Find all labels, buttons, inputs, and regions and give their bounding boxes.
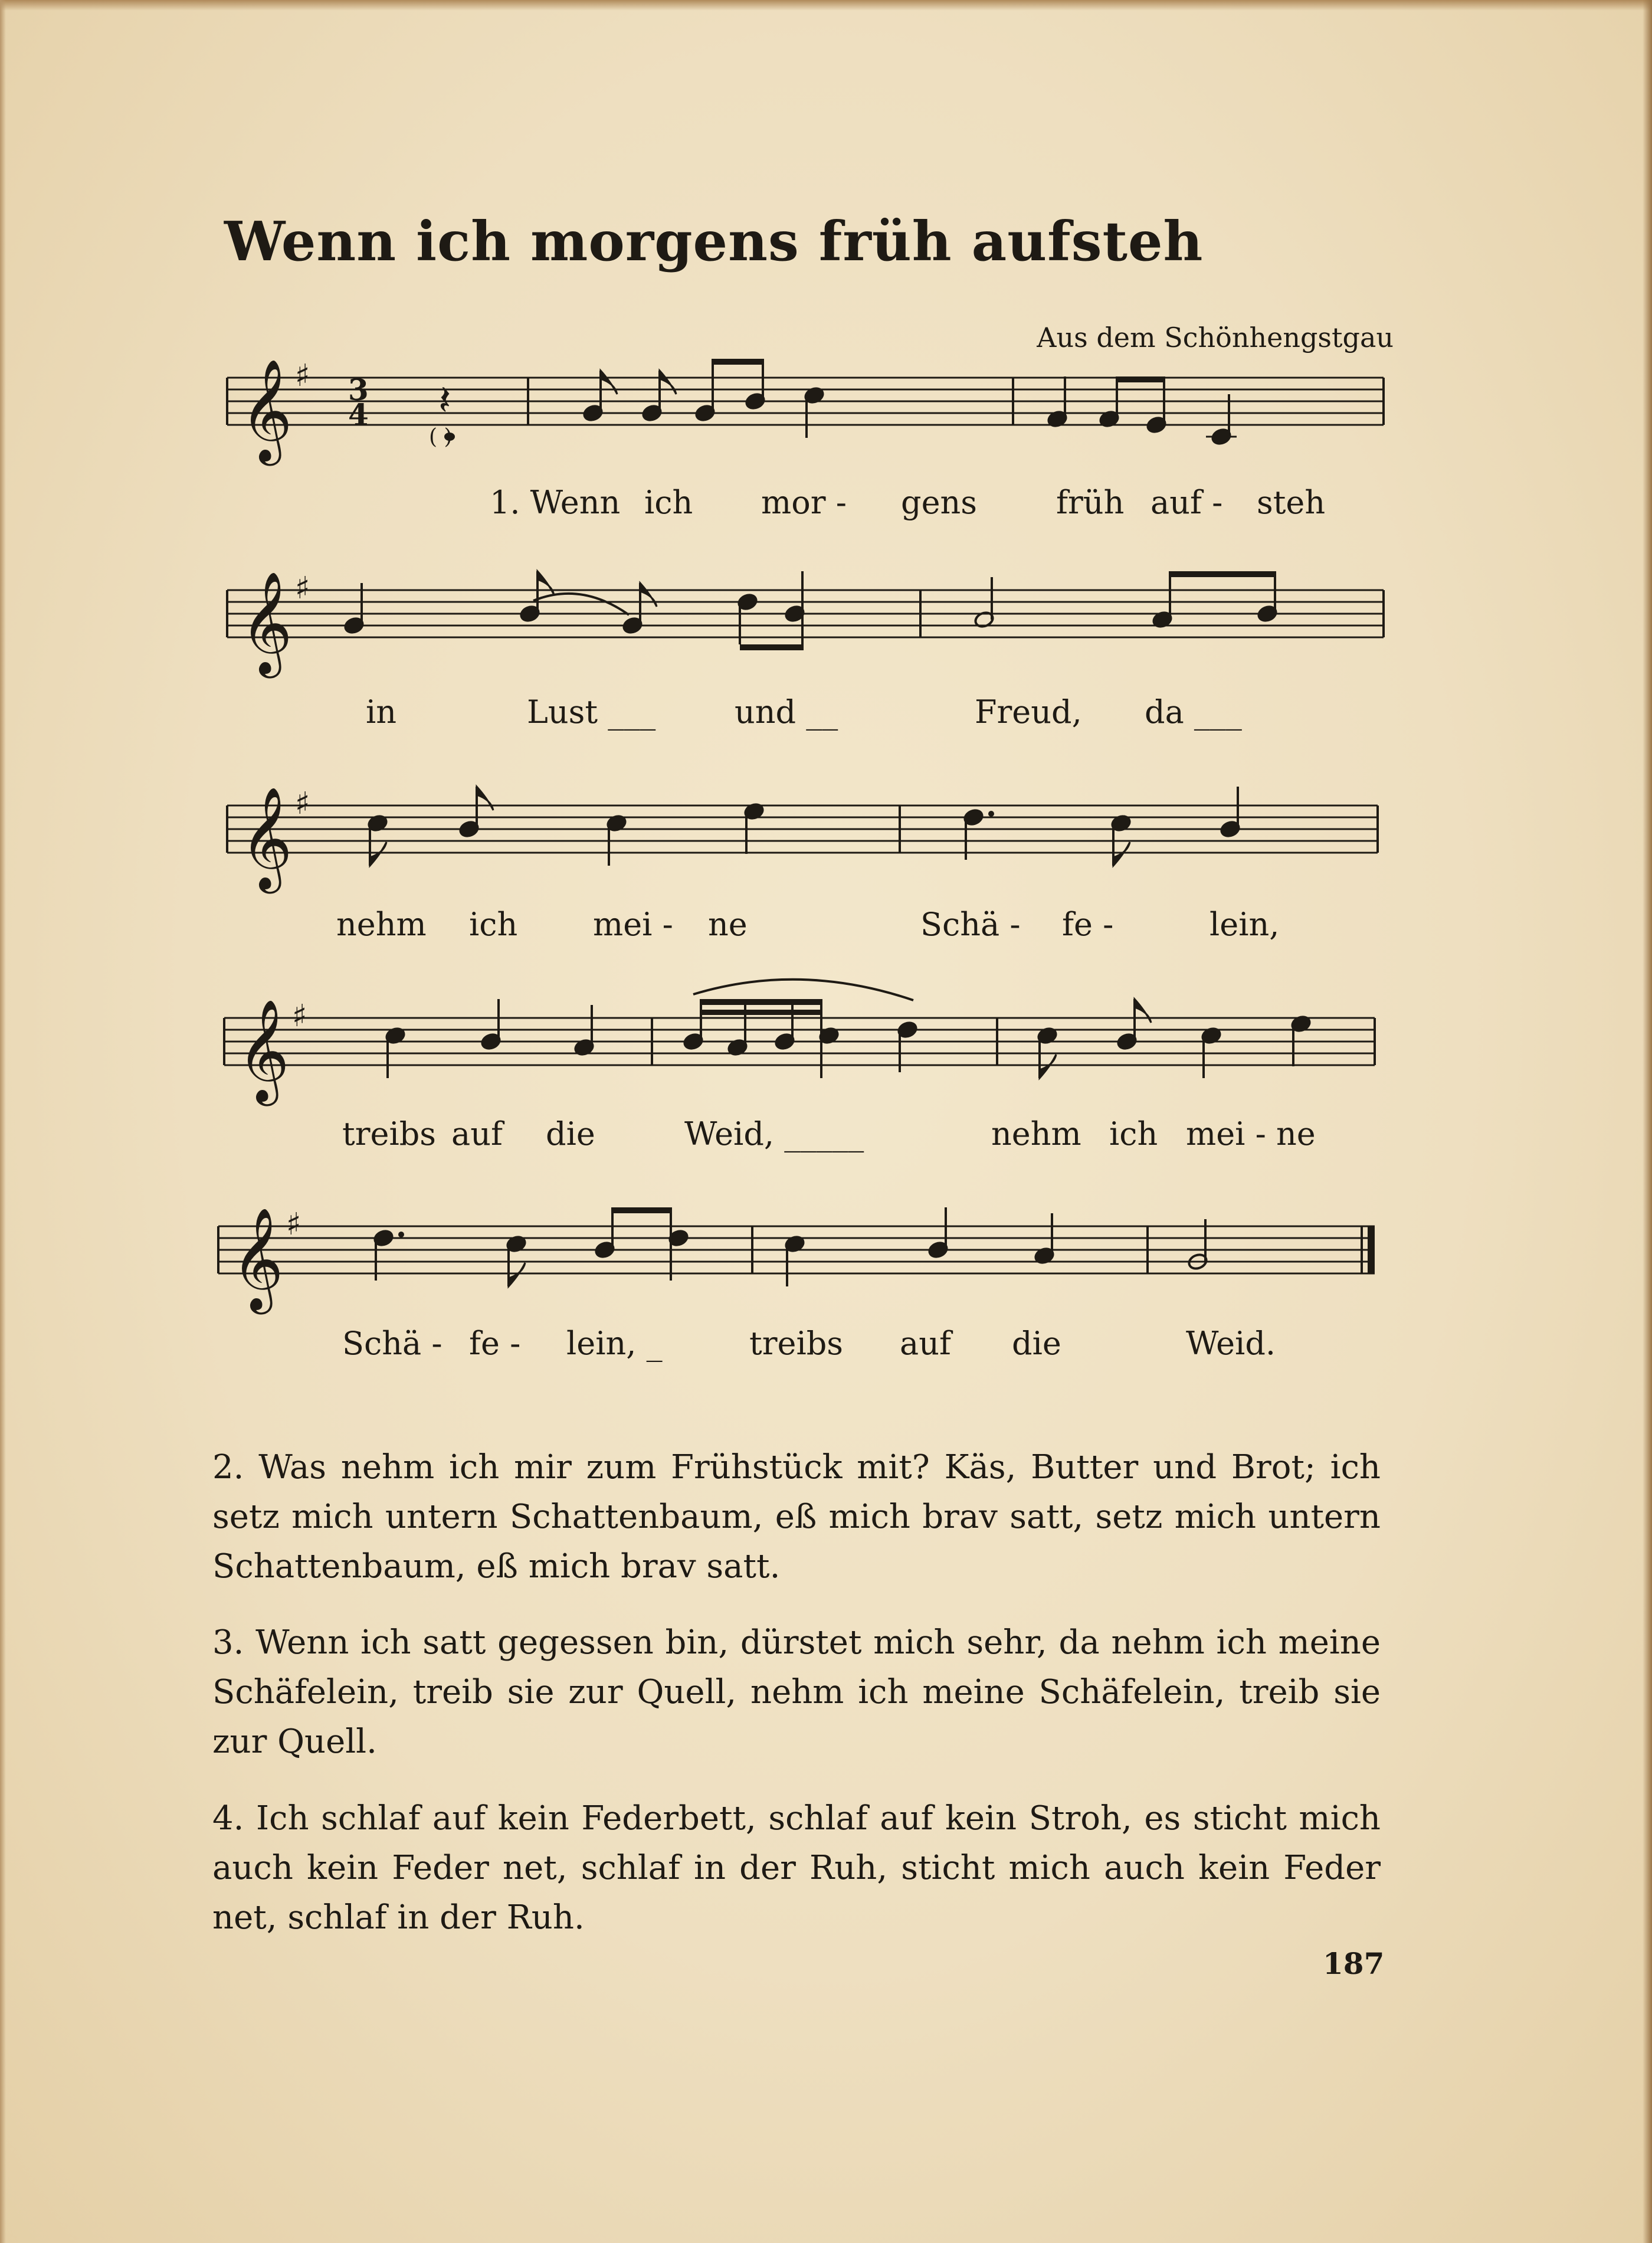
lyric-syllable: da ___: [1145, 693, 1242, 731]
lyric-syllable: Weid.: [1186, 1325, 1276, 1362]
lyric-syllable: auf -: [1150, 484, 1223, 521]
lyric-syllable: 1. Wenn: [490, 484, 621, 521]
note-flag: [1040, 1055, 1056, 1078]
lyric-syllable: nehm: [336, 906, 427, 943]
note-flag: [601, 371, 617, 394]
time-signature-bottom: 4: [348, 397, 369, 432]
lyric-syllable: ne: [708, 906, 748, 943]
sharp-icon: ♯: [286, 1207, 301, 1242]
lyric-syllable: mei - ne: [1186, 1115, 1316, 1152]
note-flag: [1113, 842, 1130, 866]
beam: [713, 359, 764, 365]
verse-3: 3. Wenn ich satt gegessen bin, dürstet mich sehr, da nehm ich meine Schäfelein, treib sie zur Quell, nehm ich meine Schäfelein, treib sie zur Quell.: [212, 1623, 1381, 1761]
lyric-syllable: die: [546, 1115, 595, 1152]
song-title: Wenn ich morgens früh aufsteh: [224, 209, 1204, 273]
treble-clef-icon: 𝄞: [240, 359, 293, 461]
sharp-icon: ♯: [295, 786, 310, 821]
verse-2: 2. Was nehm ich mir zum Frühstück mit? Käs, Butter und Brot; ich setz mich untern Schattenbaum, eß mich brav satt, setz mich untern Schattenbaum, eß mich brav satt.: [212, 1448, 1381, 1586]
lyric-syllable: ich: [1109, 1115, 1158, 1152]
verse-4: 4. Ich schlaf auf kein Federbett, schlaf auf kein Stroh, es sticht mich auch kein Feder net, schlaf in der Ruh, sticht mich auch kein Feder net, schlaf in der Ruh.: [212, 1799, 1381, 1937]
lyric-syllable: Freud,: [975, 693, 1082, 731]
lyric-syllable: fe -: [1062, 906, 1114, 943]
beam: [701, 999, 822, 1005]
lyric-syllable: treibs: [749, 1325, 844, 1362]
cue-bracket: ( ): [429, 425, 453, 449]
staff-system-5: [218, 1207, 1375, 1362]
slur-arc: [693, 980, 913, 1000]
staff-system-3: [227, 786, 1378, 943]
lyric-syllable: fe -: [469, 1325, 521, 1362]
sharp-icon: ♯: [295, 571, 310, 606]
beam: [1117, 376, 1165, 382]
beam: [1170, 571, 1276, 577]
lyric-syllable: nehm: [991, 1115, 1081, 1152]
lyric-syllable: in: [366, 693, 397, 731]
staff-system-1: [227, 358, 1384, 521]
final-barline-thick: [1368, 1226, 1375, 1273]
note-flag: [660, 371, 676, 394]
treble-clef-icon: 𝄞: [237, 999, 290, 1102]
treble-clef-icon: 𝄞: [231, 1207, 284, 1310]
lyric-syllable: auf: [451, 1115, 503, 1152]
note-flag: [509, 1263, 525, 1286]
lyric-syllable: auf: [900, 1325, 951, 1362]
lyric-syllable: früh: [1056, 484, 1125, 521]
dot: [398, 1232, 404, 1237]
note-flag: [477, 787, 493, 810]
note-flag: [1135, 999, 1151, 1023]
lyric-syllable: steh: [1257, 484, 1326, 521]
quarter-rest-icon: 𝄽: [438, 376, 451, 424]
dot: [988, 811, 994, 817]
lyric-syllable: Schä -: [920, 906, 1021, 943]
sharp-icon: ♯: [292, 998, 307, 1034]
lyric-syllable: gens: [901, 484, 978, 521]
lyric-syllable: Lust ___: [527, 693, 656, 731]
song-origin: Aus dem Schönhengstgau: [1037, 322, 1394, 353]
staff-system-2: [227, 571, 1384, 731]
note-flag: [537, 571, 554, 595]
treble-clef-icon: 𝄞: [240, 787, 293, 889]
tie-arc: [533, 594, 629, 615]
note-flag: [640, 583, 657, 607]
lyric-syllable: ich: [644, 484, 693, 521]
lyric-syllable: lein, _: [566, 1325, 663, 1362]
lyric-syllable: ich: [469, 906, 518, 943]
beam-secondary: [701, 1010, 822, 1015]
treble-clef-icon: 𝄞: [240, 571, 293, 674]
lyric-syllable: mei -: [593, 906, 673, 943]
lyric-syllable: Schä -: [342, 1325, 442, 1362]
sharp-icon: ♯: [295, 358, 310, 394]
note-flag: [370, 842, 386, 866]
page-number: 187: [1323, 1946, 1385, 1981]
lyric-syllable: Weid, _____: [684, 1115, 864, 1152]
lyric-syllable: treibs: [342, 1115, 437, 1152]
beam: [612, 1207, 672, 1213]
staff-system-4: [224, 980, 1375, 1152]
lyric-syllable: und __: [735, 693, 838, 731]
time-signature-top: 3: [348, 372, 369, 407]
beam: [740, 644, 804, 650]
lyric-syllable: lein,: [1210, 906, 1280, 943]
lyric-syllable: die: [1012, 1325, 1061, 1362]
lyric-syllable: mor -: [761, 484, 847, 521]
